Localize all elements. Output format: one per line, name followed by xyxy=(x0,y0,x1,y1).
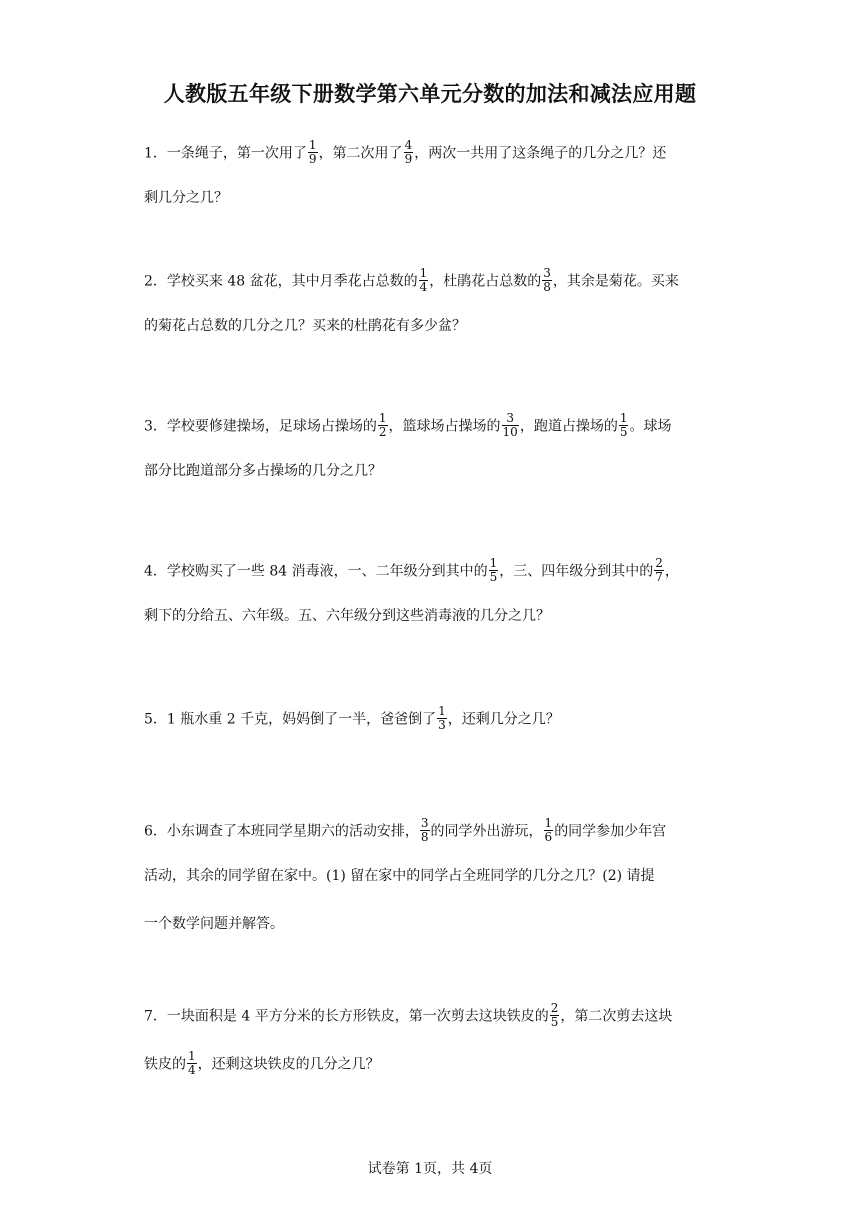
fraction-denominator: 9 xyxy=(308,152,317,166)
question-text: 部分比跑道部分多占操场的几分之几？ xyxy=(144,463,382,479)
question-1 xyxy=(144,140,720,236)
fraction xyxy=(544,817,554,844)
fraction-numerator: 3 xyxy=(420,816,429,830)
question-3 xyxy=(144,413,720,509)
question-text: 铁皮的 xyxy=(144,1056,186,1073)
question-text: 的同学参加少年宫 xyxy=(554,823,667,840)
fraction xyxy=(437,705,447,732)
fraction xyxy=(420,817,430,844)
question-text: ，篮球场占操场的 xyxy=(388,418,501,435)
fraction xyxy=(550,1002,560,1029)
question-text: ，三、四年级分到其中的 xyxy=(499,563,654,580)
question-text: 7．一块面积是 4 平方分米的长方形铁皮，第一次剪去这块铁皮的 xyxy=(144,1008,549,1025)
question-line xyxy=(144,138,720,166)
fraction-denominator: 5 xyxy=(550,1015,559,1029)
fraction-numerator: 2 xyxy=(655,556,663,570)
fraction-denominator: 8 xyxy=(420,830,429,844)
question-5 xyxy=(144,706,720,754)
question-text: 一个数学问题并解答。 xyxy=(144,916,284,932)
question-text: 剩几分之几？ xyxy=(144,190,228,206)
question-text: 的同学外出游玩， xyxy=(430,823,543,840)
question-4 xyxy=(144,558,720,654)
fraction-denominator: 8 xyxy=(543,280,551,294)
question-text: 剩下的分给五、六年级。五、六年级分到这些消毒液的几分之几？ xyxy=(144,608,550,624)
question-text: 1．一条绳子，第一次用了 xyxy=(144,145,307,162)
question-text: ，两次一共用了这条绳子的几分之几？还 xyxy=(414,145,667,162)
question-2 xyxy=(144,268,720,364)
question-line xyxy=(144,461,720,481)
fraction-numerator: 1 xyxy=(308,138,317,152)
fraction xyxy=(542,267,552,294)
fraction-denominator: 5 xyxy=(619,425,628,439)
fraction-numerator: 4 xyxy=(404,138,413,152)
question-7 xyxy=(144,1003,720,1099)
question-line xyxy=(144,411,720,439)
question-text: ，还剩这块铁皮的几分之几？ xyxy=(197,1056,380,1073)
question-line xyxy=(144,1049,720,1077)
fraction-numerator: 1 xyxy=(188,1049,196,1063)
question-line xyxy=(144,606,720,626)
question-line xyxy=(144,1001,720,1029)
page-footer: 试卷第 1页，共 4页 xyxy=(367,1161,493,1177)
question-text: 的菊花占总数的几分之几？买来的杜鹃花有多少盆？ xyxy=(144,318,466,334)
fraction-denominator: 4 xyxy=(419,280,428,294)
fraction-numerator: 3 xyxy=(543,266,551,280)
fraction-numerator: 1 xyxy=(378,411,387,425)
question-text: ，其余是菊花。买来 xyxy=(552,273,679,290)
fraction xyxy=(308,139,318,166)
fraction-denominator: 10 xyxy=(502,425,518,439)
question-text: ， xyxy=(664,563,679,580)
fraction-numerator: 1 xyxy=(489,556,498,570)
question-text: ，还剩几分之几？ xyxy=(447,711,560,728)
fraction xyxy=(187,1050,197,1077)
question-text: 。球场 xyxy=(629,418,672,435)
question-line xyxy=(144,914,720,934)
fraction-denominator: 7 xyxy=(655,570,663,584)
question-text: 4．学校购买了一些 84 消毒液，一、二年级分到其中的 xyxy=(144,563,488,580)
question-text: 3．学校要修建操场，足球场占操场的 xyxy=(144,418,377,435)
fraction-denominator: 9 xyxy=(404,152,413,166)
fraction xyxy=(419,267,429,294)
question-line xyxy=(144,316,720,336)
fraction-numerator: 2 xyxy=(550,1001,559,1015)
fraction-numerator: 1 xyxy=(619,411,628,425)
question-text: ，杜鹃花占总数的 xyxy=(429,273,542,290)
question-6 xyxy=(144,818,720,962)
question-line xyxy=(144,188,720,208)
question-text: 5．1 瓶水重 2 千克，妈妈倒了一半，爸爸倒了 xyxy=(144,711,437,728)
fraction-denominator: 5 xyxy=(489,570,498,584)
question-text: ，跑道占操场的 xyxy=(519,418,618,435)
question-line xyxy=(144,556,720,584)
fraction xyxy=(378,412,388,439)
fraction xyxy=(619,412,629,439)
question-text: ，第二次用了 xyxy=(318,145,403,162)
question-text: 6．小东调查了本班同学星期六的活动安排， xyxy=(144,823,419,840)
question-text: 活动，其余的同学留在家中。(1) 留在家中的同学占全班同学的几分之几？(2) 请提 xyxy=(144,868,655,884)
fraction-numerator: 1 xyxy=(544,816,553,830)
fraction-denominator: 2 xyxy=(378,425,387,439)
fraction-denominator: 4 xyxy=(188,1063,196,1077)
question-line xyxy=(144,866,720,886)
fraction-numerator: 1 xyxy=(438,704,446,718)
fraction-denominator: 6 xyxy=(544,830,553,844)
fraction xyxy=(654,557,664,584)
question-text: 2．学校买来 48 盆花，其中月季花占总数的 xyxy=(144,273,418,290)
question-line xyxy=(144,266,720,294)
question-line xyxy=(144,816,720,844)
fraction xyxy=(502,412,519,439)
fraction xyxy=(489,557,499,584)
fraction-denominator: 3 xyxy=(438,718,446,732)
question-text: ，第二次剪去这块 xyxy=(560,1008,673,1025)
fraction-numerator: 3 xyxy=(502,412,519,426)
question-line xyxy=(144,704,720,732)
fraction xyxy=(404,139,414,166)
page-title: 人教版五年级下册数学第六单元分数的加法和减法应用题 xyxy=(163,82,697,106)
fraction-numerator: 1 xyxy=(419,266,428,280)
